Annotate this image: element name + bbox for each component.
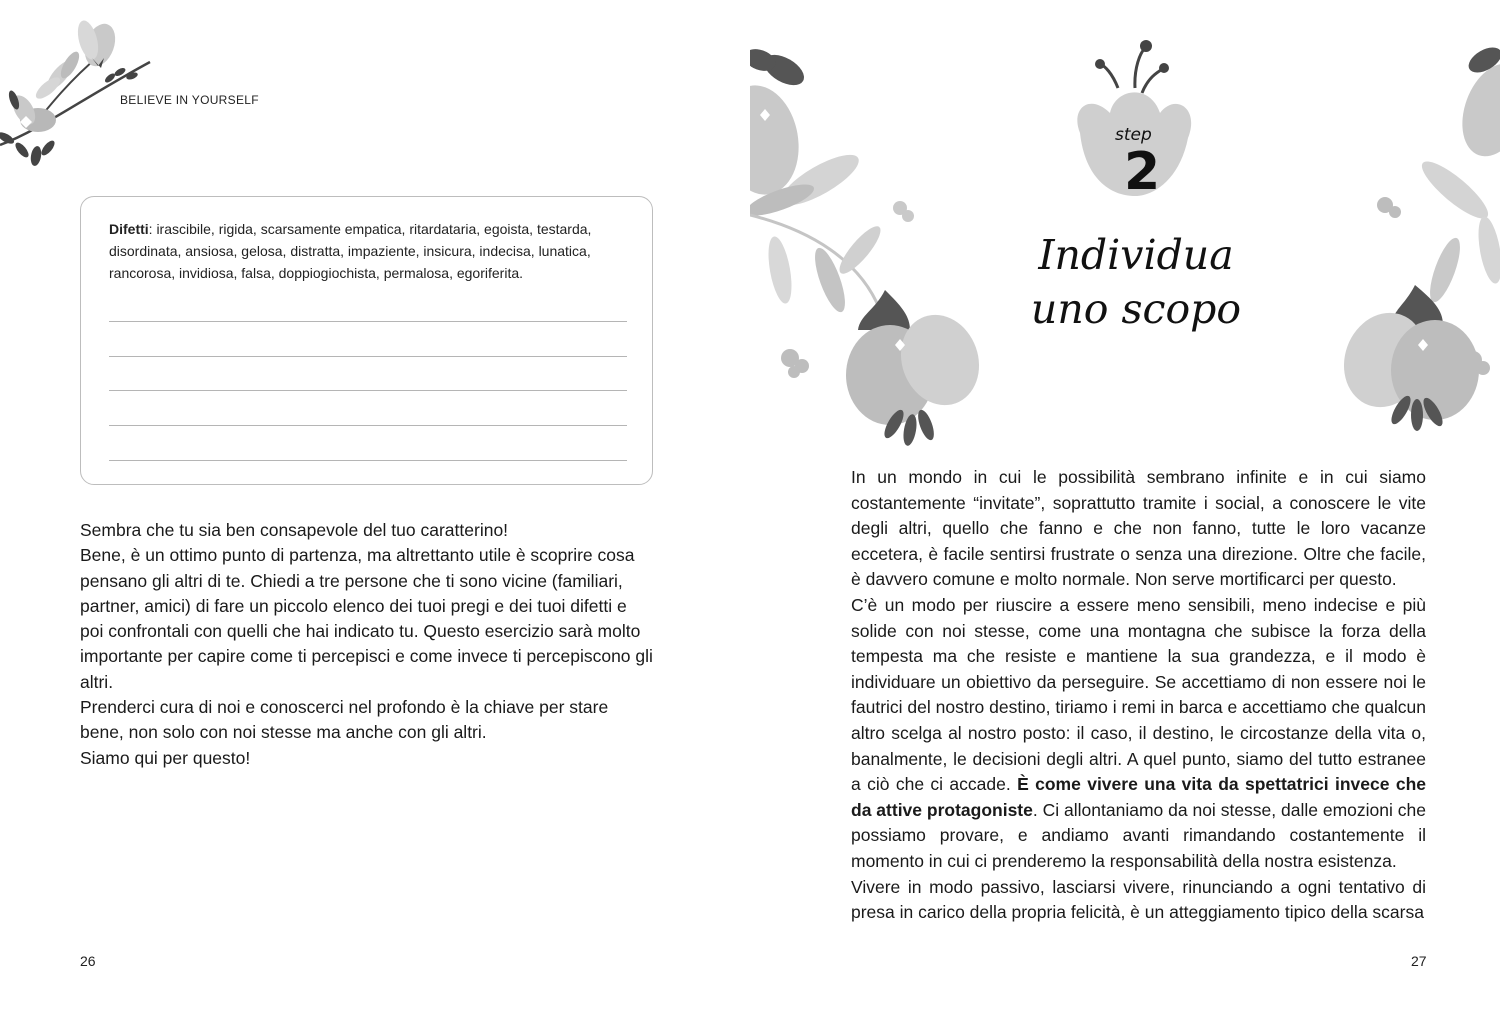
page-number: 26 (80, 953, 96, 969)
paragraph: Vivere in modo passivo, lasciarsi vivere, rinunciando a ogni tentativo di presa in carico della propria felicità, è un atteggiamento tipico della scarsa (851, 876, 1426, 923)
chapter-heading (986, 228, 1286, 336)
floral-right-decoration (1295, 40, 1500, 450)
right-body-text (851, 465, 1426, 926)
writing-line[interactable] (109, 321, 627, 322)
defects-list (109, 218, 629, 284)
left-body-text (80, 518, 654, 771)
step-number: 2 (1124, 142, 1161, 202)
floral-left-decoration (750, 40, 990, 450)
writing-line[interactable] (109, 390, 627, 391)
bold-statement: È come vivere una vita da spettatrici invece che da attive protagoniste (851, 774, 1426, 820)
heading-line: Individua (1038, 231, 1234, 279)
right-page (750, 0, 1500, 1013)
writing-line[interactable] (109, 425, 627, 426)
page-number: 27 (1411, 953, 1427, 969)
defects-text: : irascibile, rigida, scarsamente empatica, ritardataria, egoista, testarda, disordinata, ansiosa, gelosa, distratta, impaziente, insicura, indecisa, lunatica, rancorosa, invidiosa, falsa, doppiogiochista, permalosa, egoriferita. (109, 221, 592, 281)
paragraph: Bene, è un ottimo punto di partenza, ma altrettanto utile è scoprire cosa pensano gli altri di te. Chiedi a tre persone che ti sono vicine (familiari, partner, amici) di fare un piccolo elenco dei tuoi pregi e dei tuoi difetti e poi confrontali con quelli che hai indicato tu. Questo esercizio sarà molto importante per capire come ti percepisci e come invece ti percepiscono gli altri. (80, 545, 653, 692)
floral-corner-decoration (0, 10, 160, 170)
paragraph-text: C’è un modo per riuscire a essere meno sensibili, meno indecise e più solide con noi stesse, come una montagna che subisce la forza della tempesta ma che resiste e mantiene la sua grandezza, e il modo è individuare un obiettivo da perseguire. Se accettiamo di non essere noi le fautrici del nostro destino, tiriamo i remi in barca e accettiamo che qualcun altro scelga al nostro posto: il caso, il destino, le circostanze della vita o, banalmente, le decisioni degli altri. A quel punto, siamo del tutto estranee a ciò che ci accade. (851, 594, 1426, 795)
paragraph: Prenderci cura di noi e conoscerci nel profondo è la chiave per stare bene, non solo con noi stesse ma anche con gli altri. (80, 697, 609, 743)
heading-line: uno scopo (1030, 285, 1242, 333)
paragraph (851, 593, 1426, 875)
step-label: step (1115, 125, 1152, 145)
writing-line[interactable] (109, 356, 627, 357)
paragraph: In un mondo in cui le possibilità sembrano infinite e in cui siamo costantemente “invitate”, soprattutto tramite i social, a conoscere le vite degli altri, quello che fanno e che non fanno, tutte le loro vacanze eccetera, è facile sentirsi frustrate o senza una direzione. Oltre che facile, è davvero comune e molto normale. Non serve mortificarci per questo. (851, 467, 1426, 590)
exercise-box (80, 196, 653, 485)
paragraph-text: . Ci allontaniamo da noi stesse, dalle emozioni che possiamo provare, e andiamo avanti rimandando costantemente il momento in cui ci prenderemo la responsabilità della nostra esistenza. (851, 799, 1426, 871)
writing-line[interactable] (109, 460, 627, 461)
running-head: BELIEVE IN YOURSELF (120, 93, 259, 107)
paragraph: Sembra che tu sia ben consapevole del tuo caratterino! (80, 520, 509, 540)
defects-label: Difetti (109, 221, 149, 237)
paragraph: Siamo qui per questo! (80, 747, 251, 768)
